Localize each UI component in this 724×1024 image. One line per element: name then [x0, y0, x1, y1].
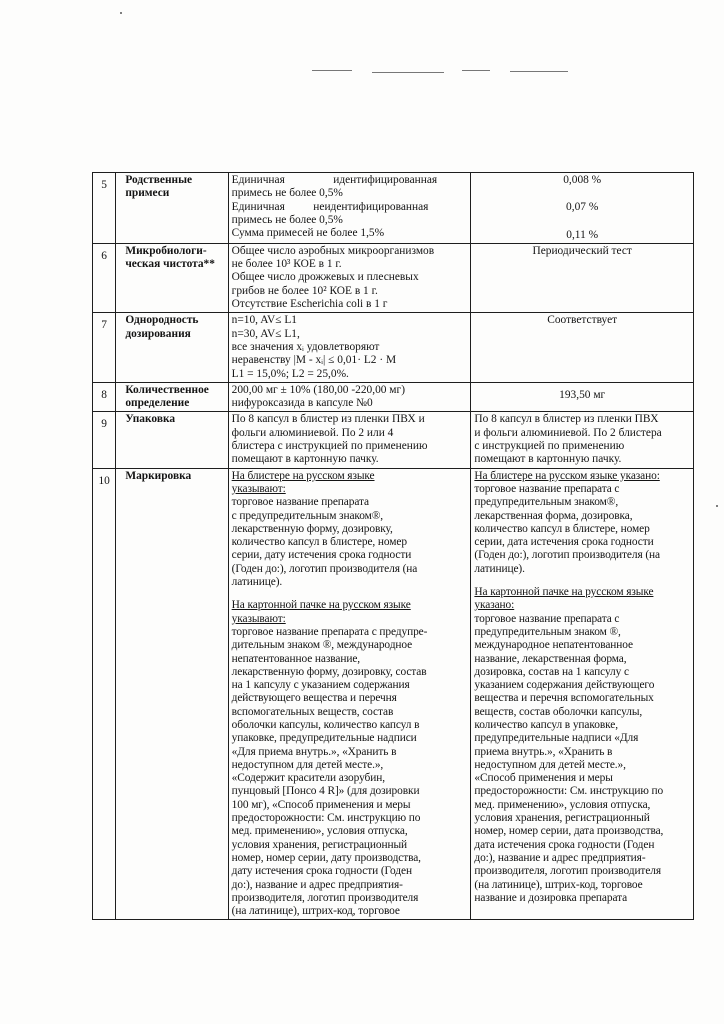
blister-heading: На блистере на русском языке указано:	[474, 469, 660, 482]
result-value: 0,11 %	[566, 228, 599, 241]
result-value: 0,07 %	[566, 201, 599, 214]
result-text: По 8 капсул в блистер из пленки ПВХ и фольги алюминиевой. По 2 блистера с инструкцией по применению помещают в картонную пачку.	[471, 412, 694, 468]
requirement-text: На блистере на русском языке указывают: торговое название препарата с предупредительным знаком®, лекарственную форму, дозировку, количество капсул в блистере, номер серии, дату истечения срока годности (Годен до:), логотип производителя (на латинице). На картонной пачке на русском языке указывают: торговое название препарата с предупре- дительным знаком ®, международное непатентованное название, лекарственную форму, дозировку, состав на 1 капсулу с указанием содержания действующего вещества и перечня вспомогательных веществ, состав оболочки капсулы, количество капсул в упаковке, предупредительные надписи «Для приема внутрь.», «Хранить в недоступном для детей месте.», «Содержит красители азорубин, пунцовый [Понсо 4 R]» (для дозировки 100 мг), «Способ применения и меры предосторожности: См. инструкцию по мед. применению», условия отпуска, условия хранения, регистрационный номер, номер серии, дату производства, дату истечения срока годности (Годен до:), название и адрес предприятия- производителя, логотип производителя (на латинице), штрих-код, торговое	[228, 468, 471, 920]
parameter-name: Количественное определение	[116, 382, 228, 412]
scan-artifact-line	[510, 71, 568, 72]
table-row	[93, 382, 694, 412]
result-values	[471, 173, 694, 244]
table-row	[93, 243, 694, 312]
requirement-text: Общее число аэробных микроорганизмов не более 10³ КОЕ в 1 г. Общее число дрожжевых и плесневых грибов не более 10² КОЕ в 1 г. Отсутствие Escherichia coli в 1 г	[228, 243, 471, 312]
result-value: Соответствует	[471, 313, 694, 382]
row-number: 5	[93, 173, 116, 244]
result-value: 193,50 мг	[471, 382, 694, 412]
result-text: На блистере на русском языке указано: торговое название препарата с предупредительным знаком®, лекарственная форма, дозировка, количество капсул в блистере, номер серии, дата истечения срока годности (Годен до:), логотип производителя (на латинице). На картонной пачке на русском языке указано: торговое название препарата с предупредительным знаком ®, международное непатентованное название, лекарственная форма, дозировка, состав на 1 капсулу с указанием содержания действующего вещества и перечня вспомогательных веществ, состав оболочки капсулы, количество капсул в упаковке, предупредительные надписи «Для приема внутрь.», «Хранить в недоступном для детей месте.», «Способ применения и меры предосторожности: См. инструкцию по мед. применению», условия отпуска, условия хранения, регистрационный номер, номер серии, дата производства, дата истечения срока годности (Годен до:), название и адрес предприятия- производителя, логотип производителя (на латинице), штрих-код, торговое название и дозировка препарата	[471, 468, 694, 920]
specification-table	[92, 172, 694, 920]
requirement-text: По 8 капсул в блистер из пленки ПВХ и фольги алюминиевой. По 2 или 4 блистера с инструкцией по применению помещают в картонную пачку.	[228, 412, 471, 468]
parameter-name: Упаковка	[116, 412, 228, 468]
parameter-name: Микробиологи- ческая чистота**	[116, 243, 228, 312]
requirement-text: Единичная идентифицированная примесь не более 0,5% Единичная неидентифицированная примесь не более 0,5% Сумма примесей не более 1,5%	[228, 173, 471, 244]
parameter-name: Родственные примеси	[116, 173, 228, 244]
requirement-text: n=10, AV≤ L1 n=30, AV≤ L1, все значения xᵢ удовлетворяют неравенству |M - xᵢ| ≤ 0,01· L2 · M L1 = 15,0%; L2 = 25,0%.	[228, 313, 471, 382]
result-value: 0,008 %	[563, 174, 602, 186]
scan-artifact-line	[372, 72, 444, 73]
table-row	[93, 313, 694, 382]
parameter-name: Однородность дозирования	[116, 313, 228, 382]
scan-artifact-line	[312, 70, 352, 71]
requirement-text: 200,00 мг ± 10% (180,00 -220,00 мг) нифуроксазида в капсуле №0	[228, 382, 471, 412]
row-number: 8	[93, 382, 116, 412]
carton-heading: На картонной пачке на русском языке	[231, 599, 411, 612]
scan-artifact-dot	[716, 505, 718, 507]
carton-heading: На картонной пачке на русском языке	[474, 586, 654, 599]
row-number: 9	[93, 412, 116, 468]
result-value: Периодический тест	[471, 243, 694, 312]
table-row	[93, 173, 694, 244]
row-number: 7	[93, 313, 116, 382]
scan-artifact-dot	[120, 12, 122, 14]
parameter-name: Маркировка	[116, 468, 228, 920]
table-row	[93, 468, 694, 920]
table-row	[93, 412, 694, 468]
scan-artifact-line	[462, 70, 490, 71]
row-number: 10	[93, 468, 116, 920]
blister-heading: На блистере на русском языке	[231, 469, 375, 482]
row-number: 6	[93, 243, 116, 312]
